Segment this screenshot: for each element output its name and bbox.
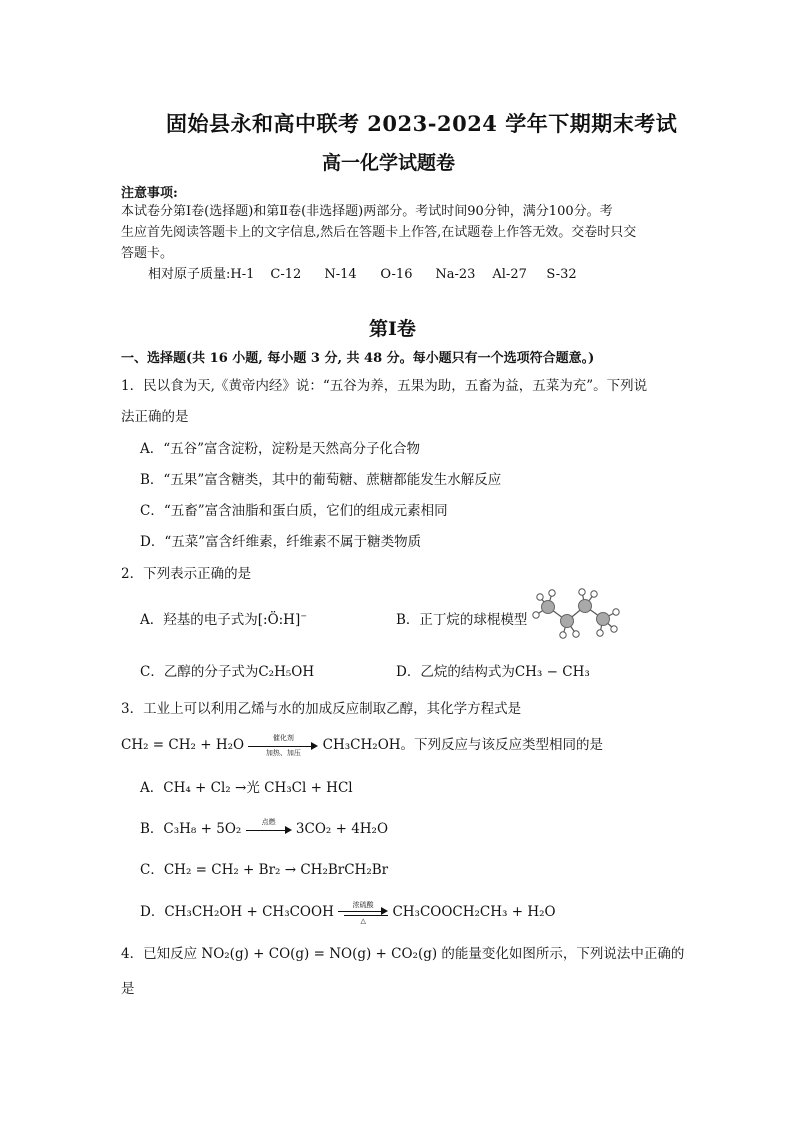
ethanol-formula: C₂H₅OH [258,664,315,680]
mass-na: Na-23 [435,267,476,282]
q2-stem: 2．下列表示正确的是 [121,566,252,582]
mass-al: Al-27 [492,267,527,282]
q3-equation [121,733,604,757]
charge-sign: − [300,611,307,621]
mass-h: H-1 [230,267,255,282]
q3-eq-tail: 。下列反应与该反应类型相同的是 [400,737,604,753]
mass-s: S-32 [546,267,577,282]
arrow-condition-bottom: 加热、加压 [265,748,301,757]
q3-stem: 3．工业上可以利用乙烯与水的加成反应制取乙醇，其化学方程式是 [121,701,522,717]
notice-line-2: 生应首先阅读答题卡上的文字信息,然后在答题卡上作答,在试题卷上作答无效。交卷时只交 [121,225,637,240]
arrow-condition-bottom: △ [360,916,366,925]
q3-option-d-label: D． [140,904,165,920]
arrow-condition-top: 催化剂 [272,733,294,742]
ethane-formula: CH₃ − CH₃ [514,664,590,680]
notice-line-1: 本试卷分第Ⅰ卷(选择题)和第Ⅱ卷(非选择题)两部分。考试时间90分钟，满分100分。考 [121,204,613,219]
q3-option-b-left: C₃H₈ + 5O₂ [163,821,242,837]
notice-heading: 注意事项: [121,186,178,201]
mass-n: N-14 [324,267,357,282]
q3-option-d-left: CH₃CH₂OH + CH₃COOH [164,904,334,920]
reaction-arrow [246,817,292,837]
q3-option-b-right: 3CO₂ + 4H₂O [295,821,389,837]
hydrogen-atom [537,594,543,600]
q3-eq-left: CH₂ = CH₂ + H₂O [121,737,245,753]
reversible-arrow [338,900,388,925]
exam-title: 固始县永和高中联考 2023-2024 学年下期期末考试 [166,111,678,136]
q3-option-b [140,817,388,837]
exam-subtitle: 高一化学试题卷 [322,152,456,174]
mass-c: C-12 [270,267,302,282]
q1-stem-line-2: 法正确的是 [121,409,189,425]
notice-line-3: 答题卡。 [121,246,174,261]
hydrogen-atom [579,589,585,595]
q3-option-c [140,858,388,878]
atomic-mass-row [148,264,577,285]
q3-option-b-label: B． [140,821,164,837]
q2-option-b: B．正丁烷的球棍模型 [396,612,528,628]
hydrogen-atom [611,626,617,632]
hydroxyl-electron-formula: [:Ö:H] [257,612,301,628]
q2-option-c-text: C．乙醇的分子式为 [140,664,259,680]
q1-option-d: D．“五菜”富含纤维素，纤维素不属于糖类物质 [140,534,422,550]
q2-option-d [396,660,590,680]
q1-stem-line-1: 1．民以食为天,《黄帝内经》说：“五谷为养，五果为助，五畜为益，五菜为充”。下列说 [121,378,648,394]
hydrogen-atom [560,632,566,638]
carbon-atom [561,615,574,628]
q4-stem-line-2: 是 [121,981,135,997]
section-description: 一、选择题(共 16 小题, 每小题 3 分, 共 48 分。每小题只有一个选项符合题意。) [121,351,595,366]
atomic-mass-label: 相对原子质量: [148,267,231,282]
q3-option-c-equation: CH₂ = CH₂ + Br₂ → CH₂BrCH₂Br [163,862,389,878]
q2-option-d-text: D．乙烷的结构式为 [396,664,515,680]
hydrogen-atom [591,591,597,597]
q3-option-c-label: C． [140,862,164,878]
q2-option-c [140,660,314,680]
reaction-arrow [248,733,318,757]
hydrogen-atom [597,630,603,636]
hydrogen-atom [549,590,555,596]
q2-option-a [140,608,307,628]
q1-option-a: A．“五谷”富含淀粉，淀粉是天然高分子化合物 [140,441,421,457]
arrow-condition-top: 点燃 [261,817,276,826]
hydrogen-atom [573,631,579,637]
q3-option-d-right: CH₃COOCH₂CH₃ + H₂O [392,904,556,920]
carbon-atom [542,601,555,614]
q3-option-a-label: A． [140,780,164,796]
hydrogen-atom [613,609,619,615]
q3-option-d [140,900,556,925]
arrow-condition-top: 浓硫酸 [352,900,374,909]
carbon-atom [597,613,610,626]
q4-stem-line-1: 4．已知反应 NO₂(g) + CO(g) = NO(g) + CO₂(g) 的能量变化如图所示，下列说法中正确的 [121,946,685,962]
q3-eq-right: CH₃CH₂OH [322,737,401,753]
mass-o: O-16 [380,267,413,282]
hydrogen-atom [533,612,539,618]
q3-option-a-equation: CH₄ + Cl₂ →光 CH₃Cl + HCl [163,780,353,796]
q3-option-a [140,776,353,796]
q1-option-b: B．“五果”富含糖类，其中的葡萄糖、蔗糖都能发生水解反应 [140,472,502,488]
butane-ball-stick-model [530,585,626,643]
part-1-title: 第Ⅰ卷 [369,318,416,340]
q1-option-c: C．“五畜”富含油脂和蛋白质，它们的组成元素相同 [140,503,448,519]
q2-option-a-text: A．羟基的电子式为 [140,612,258,628]
carbon-atom [579,600,592,613]
